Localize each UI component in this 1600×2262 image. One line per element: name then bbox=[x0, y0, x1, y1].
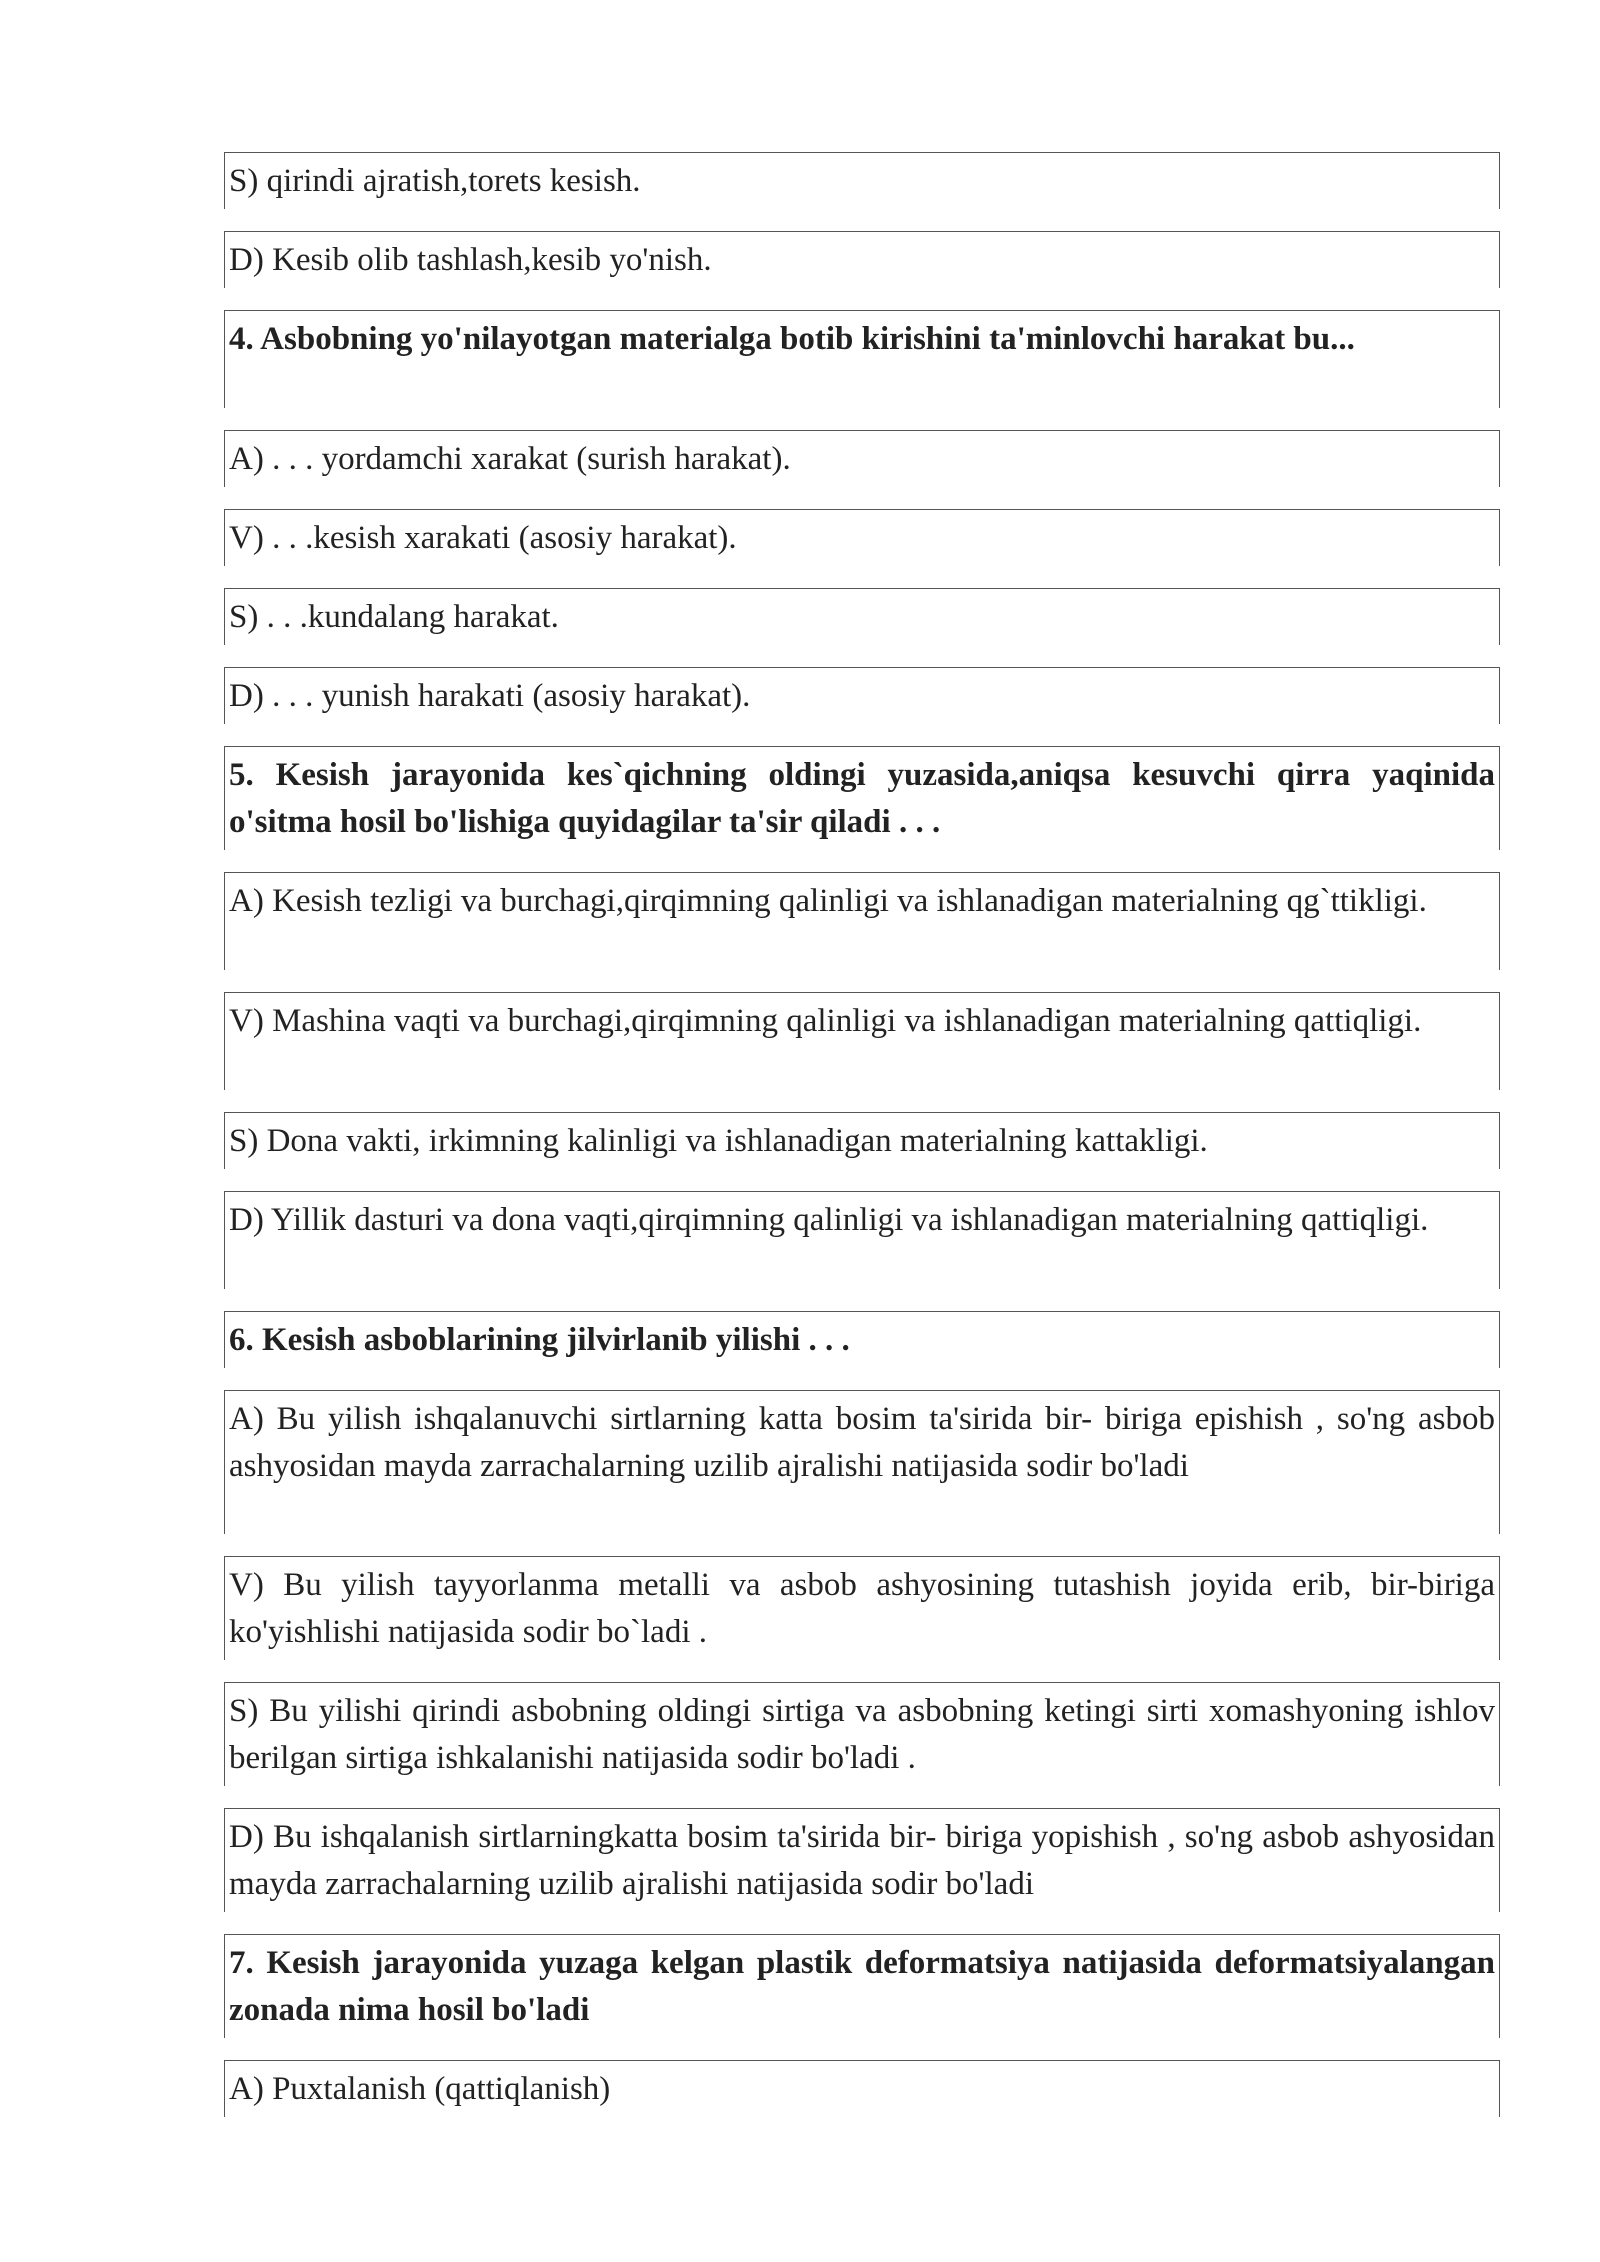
question-4: 4. Asbobning yo'nilayotgan materialga botib kirishini ta'minlovchi harakat bu... bbox=[224, 310, 1500, 408]
option-d-q6: D) Bu ishqalanish sirtlarningkatta bosim ta'sirida bir- biriga yopishish , so'ng asbob ashyosidan mayda zarrachalarning uzilib ajralishi natijasida sodir bo'ladi bbox=[224, 1808, 1500, 1912]
option-a-q7: A) Puxtalanish (qattiqlanish) bbox=[224, 2060, 1500, 2117]
option-s-q3: S) qirindi ajratish,torets kesish. bbox=[224, 152, 1500, 209]
question-7: 7. Kesish jarayonida yuzaga kelgan plastik deformatsiya natijasida deformatsiyalangan zonada nima hosil bo'ladi bbox=[224, 1934, 1500, 2038]
option-v-q5: V) Mashina vaqti va burchagi,qirqimning qalinligi va ishlanadigan materialning qattiqligi. bbox=[224, 992, 1500, 1090]
option-d-q5: D) Yillik dasturi va dona vaqti,qirqimning qalinligi va ishlanadigan materialning qattiqligi. bbox=[224, 1191, 1500, 1289]
option-s-q6: S) Bu yilishi qirindi asbobning oldingi sirtiga va asbobning ketingi sirti xomashyoning ishlov berilgan sirtiga ishkalanishi natijasida sodir bo'ladi . bbox=[224, 1682, 1500, 1786]
question-6: 6. Kesish asboblarining jilvirlanib yilishi . . . bbox=[224, 1311, 1500, 1368]
question-5: 5. Kesish jarayonida kes`qichning oldingi yuzasida,aniqsa kesuvchi qirra yaqinida o'sitma hosil bo'lishiga quyidagilar ta'sir qiladi . . . bbox=[224, 746, 1500, 850]
option-d-q3: D) Kesib olib tashlash,kesib yo'nish. bbox=[224, 231, 1500, 288]
option-s-q4: S) . . .kundalang harakat. bbox=[224, 588, 1500, 645]
option-a-q6: A) Bu yilish ishqalanuvchi sirtlarning katta bosim ta'sirida bir- biriga epishish , so'ng asbob ashyosidan mayda zarrachalarning uzilib ajralishi natijasida sodir bo'ladi bbox=[224, 1390, 1500, 1534]
option-a-q5: A) Kesish tezligi va burchagi,qirqimning qalinligi va ishlanadigan materialning qg`ttikligi. bbox=[224, 872, 1500, 970]
option-a-q4: A) . . . yordamchi xarakat (surish harakat). bbox=[224, 430, 1500, 487]
option-s-q5: S) Dona vakti, irkimning kalinligi va ishlanadigan materialning kattakligi. bbox=[224, 1112, 1500, 1169]
option-d-q4: D) . . . yunish harakati (asosiy harakat). bbox=[224, 667, 1500, 724]
option-v-q6: V) Bu yilish tayyorlanma metalli va asbob ashyosining tutashish joyida erib, bir-biriga ko'yishlishi natijasida sodir bo`ladi . bbox=[224, 1556, 1500, 1660]
test-questions-page bbox=[224, 152, 1500, 2139]
option-v-q4: V) . . .kesish xarakati (asosiy harakat). bbox=[224, 509, 1500, 566]
